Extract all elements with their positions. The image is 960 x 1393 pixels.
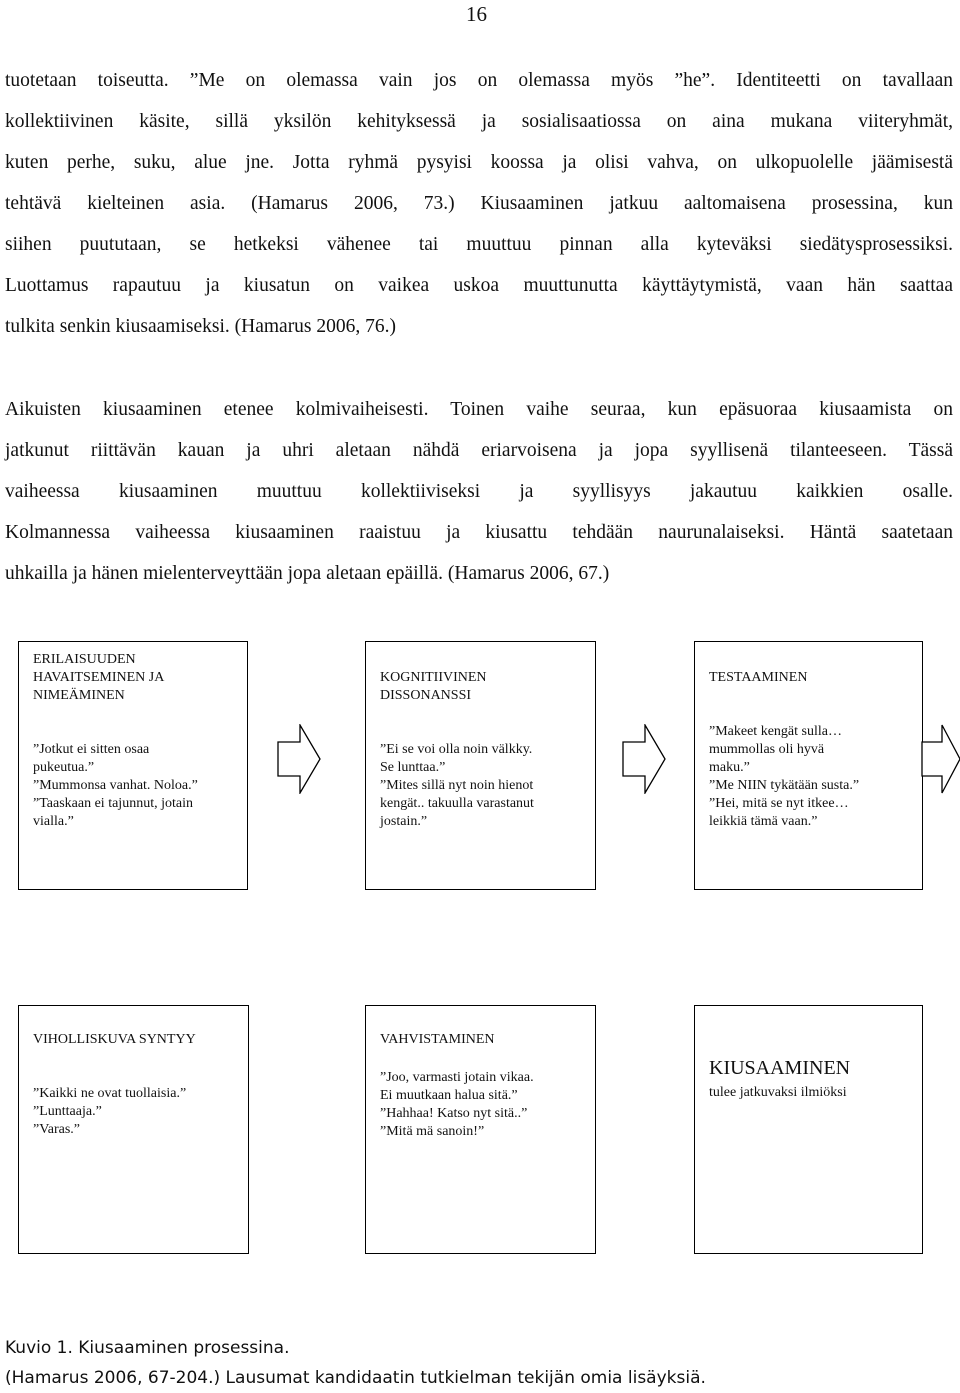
quote-line: kengät.. takuulla varastanut <box>380 796 534 811</box>
stage-title <box>380 1031 587 1049</box>
page-number: 16 <box>466 2 487 26</box>
quote-line: ”Ei se voi olla noin välkky. <box>380 742 533 757</box>
stage-title <box>33 651 239 705</box>
text-line: Luottamus rapautuu ja kiusatun on vaikea uskoa muuttunutta käyttäytymistä, vaan hän saattaa <box>5 275 953 296</box>
right-arrow-icon <box>622 724 666 794</box>
right-arrow-icon <box>921 724 960 794</box>
text-line: jatkunut riittävän kauan ja uhri aletaan nähdä eriarvoisena ja jopa syyllisenä tilanteeseen. Tässä <box>5 440 953 461</box>
text-line: kuten perhe, suku, alue jne. Jotta ryhmä pysyisi koossa ja olisi vahva, on ulkopuolelle jäämisestä <box>5 152 953 173</box>
stage-quotes <box>709 723 914 831</box>
quote-line: maku.” <box>709 760 750 775</box>
quote-line: leikkiä tämä vaan.” <box>709 814 818 829</box>
stage-title <box>709 669 914 687</box>
quote-line: ”Makeet kengät sulla… <box>709 724 842 739</box>
stage-quotes <box>33 741 239 831</box>
quote-line: Ei muutkaan halua sitä.” <box>380 1088 518 1103</box>
stage-box-4 <box>18 1005 249 1254</box>
stage-box-6 <box>694 1005 923 1254</box>
quote-line: pukeutua.” <box>33 760 95 775</box>
quote-line: ”Joo, varmasti jotain vikaa. <box>380 1070 534 1085</box>
text-line: kollektiivinen käsite, sillä yksilön kehityksessä ja sosialisaatiossa on aina mukana viiteryhmät, <box>5 111 953 132</box>
text-line: Aikuisten kiusaaminen etenee kolmivaiheisesti. Toinen vaihe seuraa, kun epäsuoraa kiusaamista on <box>5 399 953 420</box>
quote-line: vialla.” <box>33 814 74 829</box>
text-line: siihen puututaan, se hetkeksi vähenee tai muuttuu pinnan alla kyteväksi siedätysprosessiksi. <box>5 234 953 255</box>
stage-box-3 <box>694 641 923 890</box>
text-line: tehtävä kielteinen asia. (Hamarus 2006, 73.) Kiusaaminen jatkuu aaltomaisena prosessina, kun <box>5 193 953 214</box>
quote-line: ”Mites sillä nyt noin hienot <box>380 778 534 793</box>
stage-quotes <box>380 1069 587 1141</box>
quote-line: Se lunttaa.” <box>380 760 446 775</box>
text-line: tulkita senkin kiusaamiseksi. (Hamarus 2006, 76.) <box>5 316 397 337</box>
quote-line: ”Taaskaan ei tajunnut, jotain <box>33 796 193 811</box>
text-line: Kolmannessa vaiheessa kiusaaminen raaistuu ja kiusattu tehdään naurunalaiseksi. Häntä saatetaan <box>5 522 953 543</box>
quote-line: ”Lunttaaja.” <box>33 1104 102 1119</box>
stage-box-2 <box>365 641 596 890</box>
title-line: VIHOLLISKUVA SYNTYY <box>33 1032 196 1047</box>
title-line: KOGNITIIVINEN <box>380 670 487 685</box>
quote-line: ”Kaikki ne ovat tuollaisia.” <box>33 1086 187 1101</box>
stage-title <box>33 1031 240 1049</box>
stage-box-5 <box>365 1005 596 1254</box>
stage-quotes <box>709 1084 914 1102</box>
stage-box-1 <box>18 641 248 890</box>
quote-line: tulee jatkuvaksi ilmiöksi <box>709 1085 847 1100</box>
quote-line: mummollas oli hyvä <box>709 742 825 757</box>
title-line: HAVAITSEMINEN JA <box>33 670 165 685</box>
quote-line: ”Jotkut ei sitten osaa <box>33 742 150 757</box>
quote-line: ”Hahhaa! Katso nyt sitä..” <box>380 1106 528 1121</box>
title-line: KIUSAAMINEN <box>709 1057 851 1079</box>
title-line: NIMEÄMINEN <box>33 688 125 703</box>
title-line: ERILAISUUDEN <box>33 652 136 667</box>
stage-quotes <box>33 1085 240 1139</box>
text-line: tuotetaan toiseutta. ”Me on olemassa vain jos on olemassa myös ”he”. Identiteetti on tavallaan <box>5 70 953 91</box>
stage-title <box>709 1056 914 1080</box>
figure-caption: Kuvio 1. Kiusaaminen prosessina. <box>5 1338 290 1358</box>
right-arrow-icon <box>277 724 321 794</box>
quote-line: ”Hei, mitä se nyt itkee… <box>709 796 849 811</box>
title-line: DISSONANSSI <box>380 688 472 703</box>
text-line: uhkailla ja hänen mielenterveyttään jopa aletaan epäillä. (Hamarus 2006, 67.) <box>5 563 610 584</box>
quote-line: ”Mitä mä sanoin!” <box>380 1124 485 1139</box>
quote-line: ”Me NIIN tykätään susta.” <box>709 778 860 793</box>
quote-line: jostain.” <box>380 814 428 829</box>
stage-title <box>380 669 587 705</box>
quote-line: ”Mummonsa vanhat. Noloa.” <box>33 778 198 793</box>
quote-line: ”Varas.” <box>33 1122 81 1137</box>
text-line: vaiheessa kiusaaminen muuttuu kollektiiviseksi ja syyllisyys jakautuu kaikkien osalle. <box>5 481 953 502</box>
title-line: TESTAAMINEN <box>709 670 808 685</box>
title-line: VAHVISTAMINEN <box>380 1032 495 1047</box>
paragraph-identity <box>5 60 953 347</box>
stage-quotes <box>380 741 587 831</box>
paragraph-adult-bullying <box>5 389 953 594</box>
figure-source: (Hamarus 2006, 67-204.) Lausumat kandidaatin tutkielman tekijän omia lisäyksiä. <box>5 1368 706 1388</box>
